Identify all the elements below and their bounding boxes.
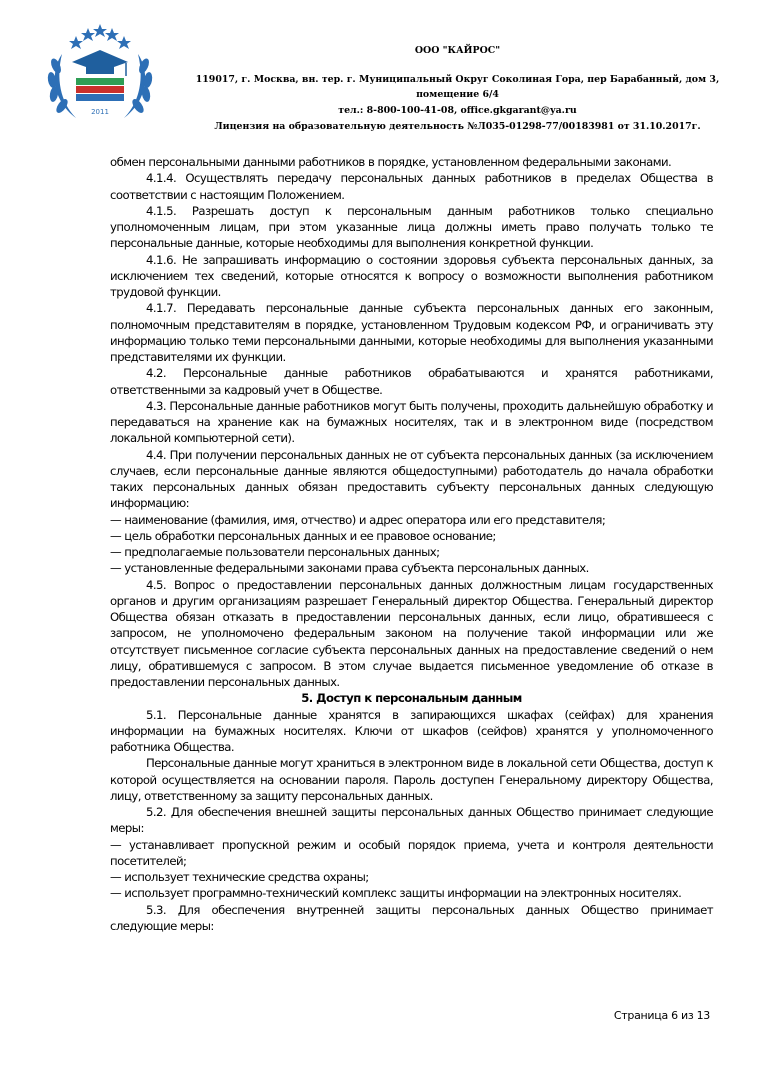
paragraph: 4.4. При получении персональных данных не от субъекта персональных данных (за исключением случаев, если персональные данные являются общедоступными) работодатель до начала обработки таких персональных данных обязан предоставить субъекту персональных данных следующую информацию: [110, 447, 713, 511]
paragraph: 4.1.5. Разрешать доступ к персональным данным работников только специально уполномоченным лицам, при этом указанные лица должны иметь право получать только те персональные данные, которые необходимы для выполнения конкретной функции. [110, 203, 713, 251]
books-icon [76, 78, 124, 101]
paragraph: 5.1. Персональные данные хранятся в запирающихся шкафах (сейфах) для хранения информации на бумажных носителях. Ключи от шкафов (сейфов) хранятся у уполномоченного работника Общества. [110, 707, 713, 754]
company-logo [36, 14, 164, 132]
list-item: — наименование (фамилия, имя, отчество) и адрес оператора или его представителя; [110, 512, 606, 527]
address-line-1: 119017, г. Москва, вн. тер. г. Муниципальный Округ Соколиная Гора, пер Барабанный, дом 3, [195, 74, 720, 85]
paragraph: 5.2. Для обеспечения внешней защиты персональных данных Общество принимает следующие меры: [110, 805, 713, 836]
paragraph: 5.3. Для обеспечения внутренней защиты персональных данных Общество принимает следующие меры: [110, 902, 713, 933]
org-name: ООО "КАЙРОС" [414, 45, 501, 56]
document-body [110, 154, 713, 934]
paragraph: обмен персональными данными работников в порядке, установленном федеральными законами. [110, 155, 672, 169]
paragraph: 4.1.4. Осуществлять передачу персональных данных работников в пределах Общества в соответствии с настоящим Положением. [110, 171, 713, 202]
list-item: — использует программно-технический комплекс защиты информации на электронных носителях. [110, 886, 682, 901]
list-item: — использует технические средства охраны; [110, 870, 369, 884]
section-heading: 5. Доступ к персональным данным [301, 691, 522, 706]
paragraph: 4.2. Персональные данные работников обрабатываются и хранятся работниками, ответственными за кадровый учет в Обществе. [110, 366, 713, 397]
license-info: Лицензия на образовательную деятельность №Л035-01298-77/00183981 от 31.10.2017г. [214, 121, 701, 132]
paragraph: 4.5. Вопрос о предоставлении персональных данных должностным лицам государственных органов и другим организациям разрешает Генеральный директор Общества. Генеральный директор Общества обязан отказать в предоставлении персональных данных, если лицо, обратившееся с запросом, не уполномочено федеральным законом на получение такой информации или же отсутствует письменное согласие субъекта персональных данных на предоставление сведений о нем лицу, обратившемуся с запросом. В этом случае выдается письменное уведомление об отказе в предоставлении персональных данных. [110, 577, 713, 689]
logo-year: 2011 [91, 108, 109, 116]
address-line-2: помещение 6/4 [416, 89, 499, 100]
paragraph: Персональные данные могут храниться в электронном виде в локальной сети Общества, доступ к которой осуществляется на основании пароля. Пароль доступен Генеральному директору Общества, лицу, ответственному за защиту персональных данных. [110, 756, 713, 803]
page-number: Страница 6 из 13 [613, 1009, 710, 1022]
list-item: — цель обработки персональных данных и ее правовое основание; [110, 528, 496, 543]
paragraph: 4.1.7. Передавать персональные данные субъекта персональных данных его законным, полномочным представителям в порядке, установленном Трудовым кодексом РФ, и ограничивать эту информацию только теми персональными данными, которые необходимы для выполнения указанными представителями их функции. [110, 301, 713, 364]
list-item: — предполагаемые пользователи персональных данных; [110, 545, 440, 559]
paragraph: 4.1.6. Не запрашивать информацию о состоянии здоровья субъекта персональных данных, за исключением тех сведений, которые относятся к вопросу о возможности выполнения работником трудовой функции. [110, 252, 713, 299]
paragraph: 4.3. Персональные данные работников могут быть получены, проходить дальнейшую обработку и передаваться на хранение как на бумажных носителях, так и в электронном виде (посредством локальной компьютерной сети). [110, 398, 713, 446]
graduation-cap-icon [72, 50, 128, 76]
contacts: тел.: 8-800-100-41-08, office.gkgarant@ya.ru [338, 105, 577, 116]
list-item: — установленные федеральными законами права субъекта персональных данных. [110, 561, 589, 576]
star-icon [69, 24, 131, 49]
list-item: — устанавливает пропускной режим и особый порядок приема, учета и контроля деятельности посетителей; [110, 837, 713, 868]
